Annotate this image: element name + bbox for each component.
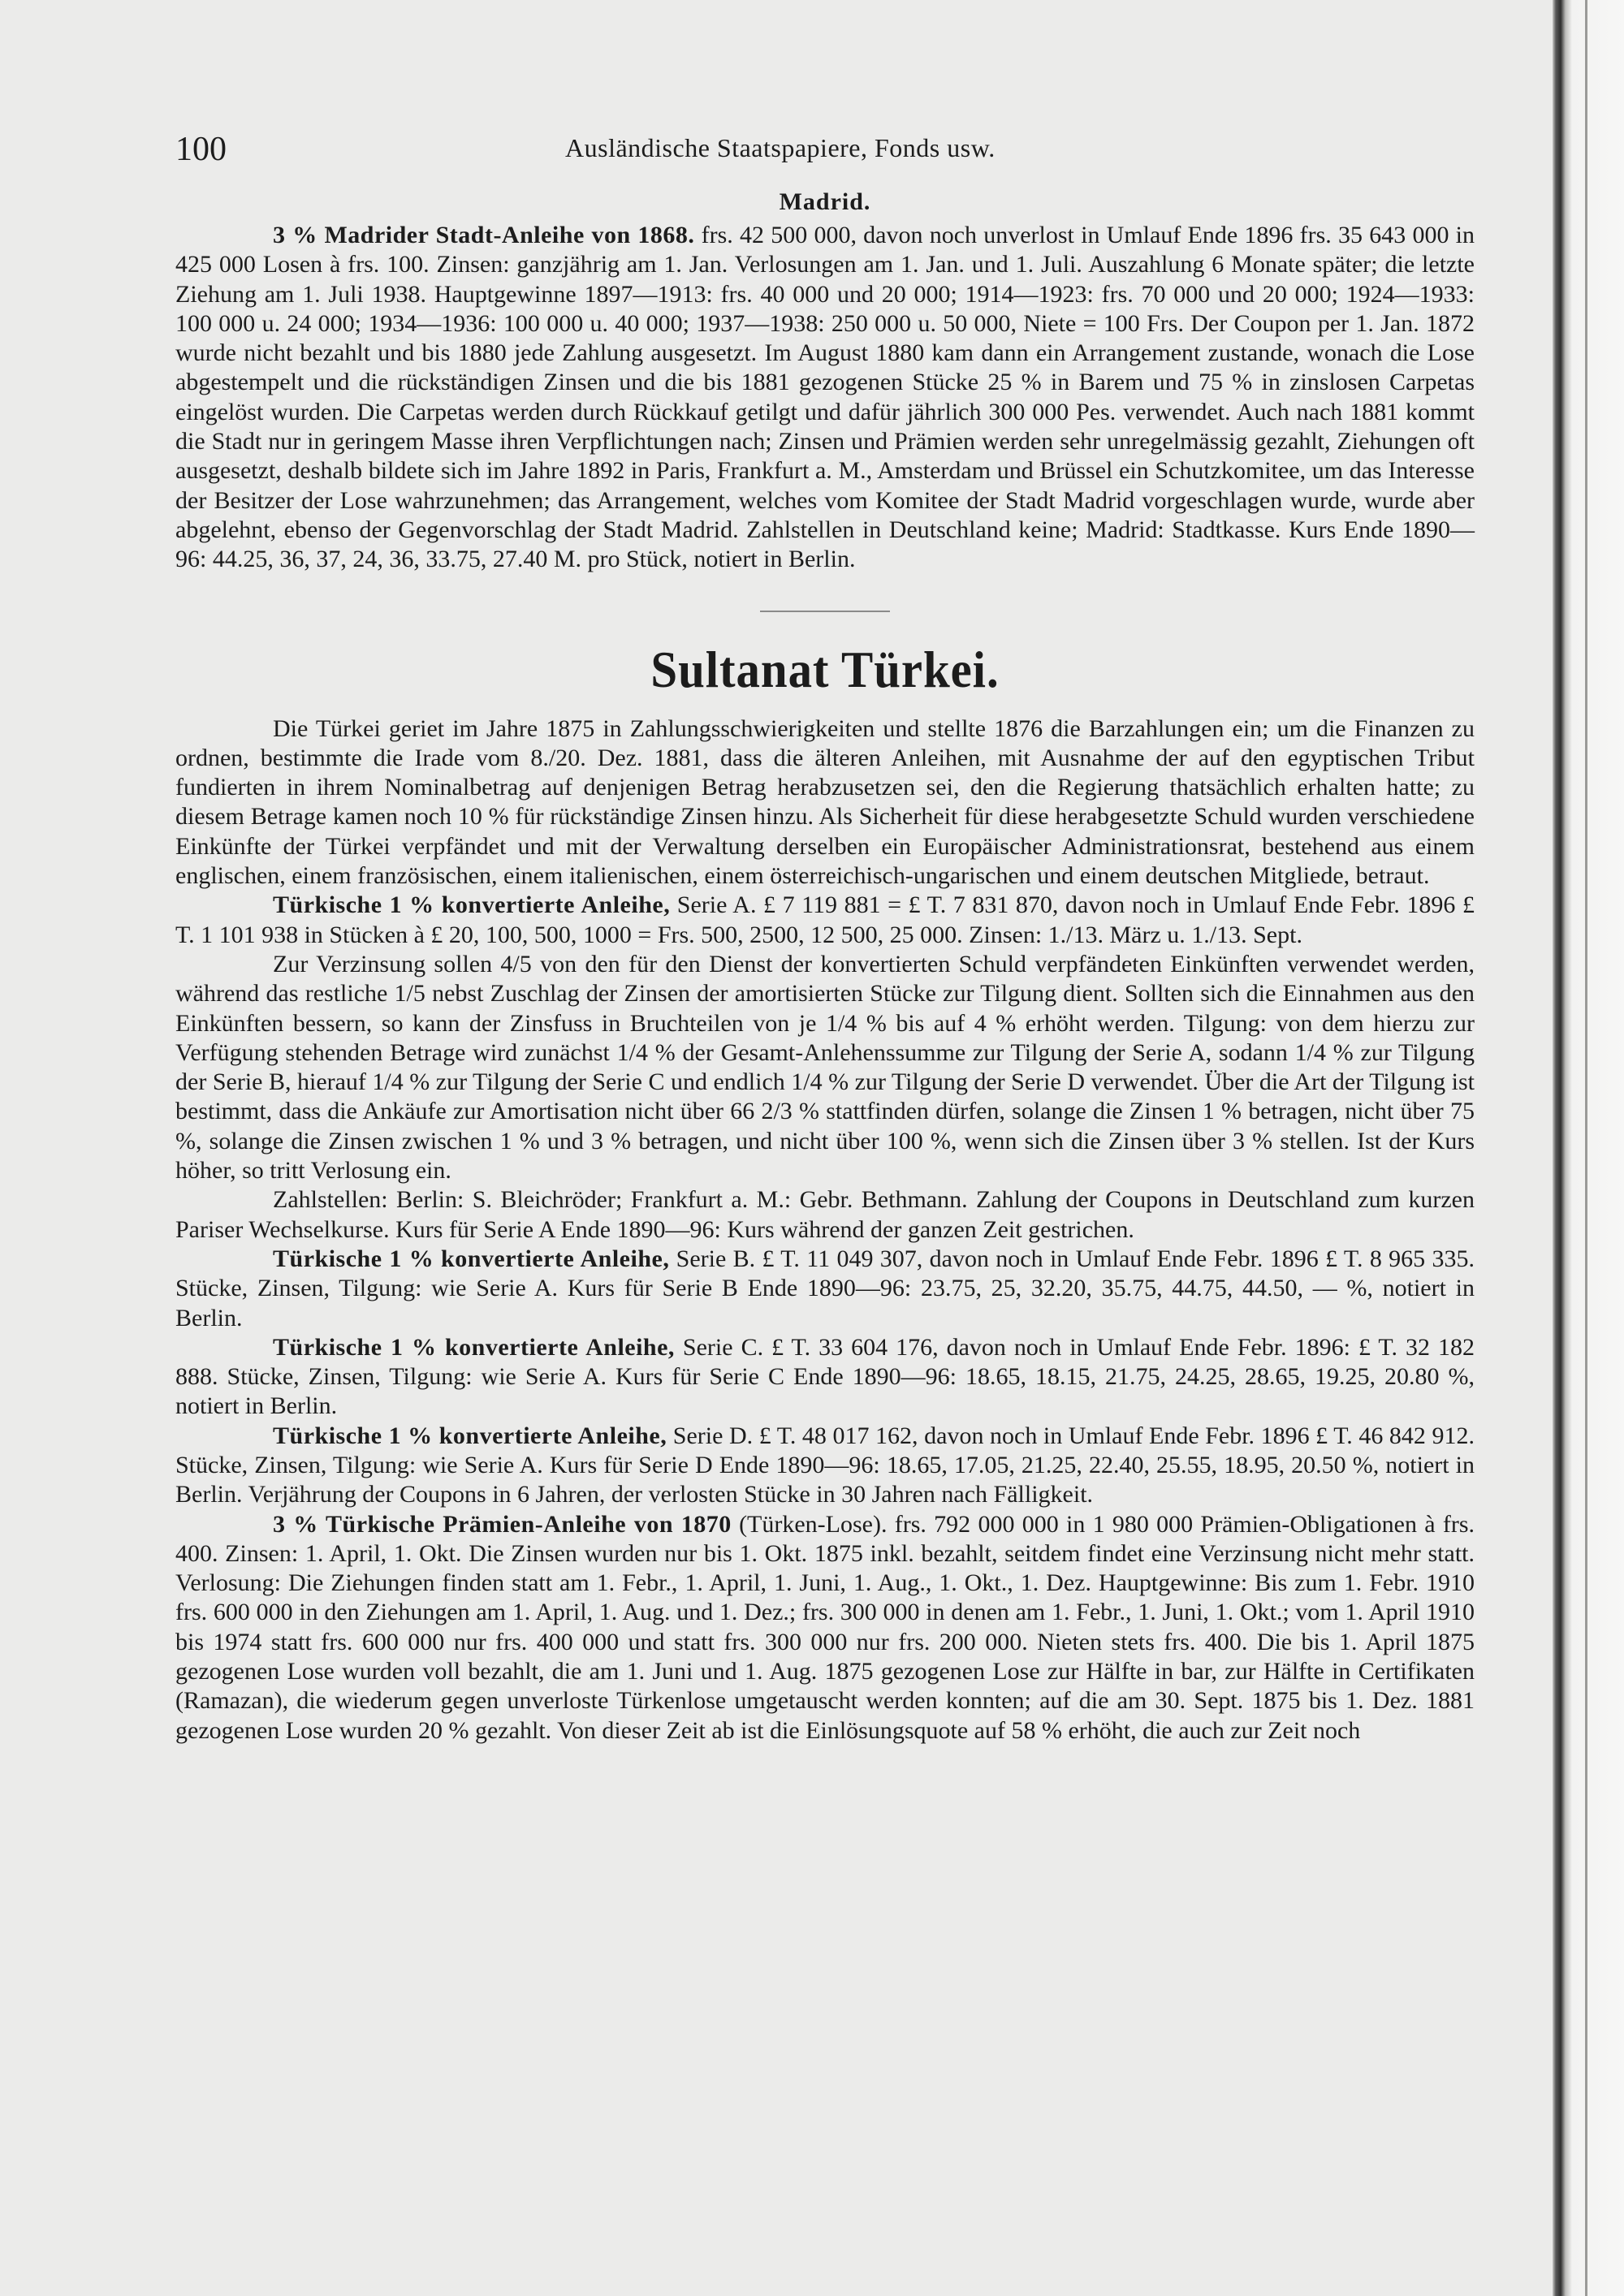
serie-a-title: Türkische 1 % konvertierte Anleihe, [273,891,671,919]
tuerkei-section-title: Sultanat Türkei. [650,640,1000,698]
serie-b-paragraph [175,1245,1475,1333]
serie-c-text: Serie C. £ T. 33 604 176, davon noch in Umlauf Ende Febr. 1896: £ T. 32 182 888. Stücke, Zinsen, Tilgung: wie Serie A. Kurs für Serie C Ende 1890—96: 18.65, 18.15, 21.75, 24.25, 28.65, 19.25, 20.80 %, notiert in Berlin. [175,1333,1475,1420]
serie-a-paragraph [175,891,1475,950]
running-title: Ausländische Staatspapiere, Fonds usw. [565,133,996,162]
madrid-loan-text: frs. 42 500 000, davon noch unverlost in Umlauf Ende 1896 frs. 35 643 000 in 425 000 Losen à frs. 100. Zinsen: ganzjährig am 1. Jan. Verlosungen am 1. Jan. und 1. Juli. Auszahlung 6 Monate später; die letzte Ziehung am 1. Juli 1938. Hauptgewinne 1897—1913: frs. 40 000 und 20 000; 1914—1923: frs. 70 000 und 20 000; 1924—1933: 100 000 u. 24 000; 1934—1936: 100 000 u. 40 000; 1937—1938: 250 000 u. 50 000, Niete = 100 Frs. Der Coupon per 1. Jan. 1872 wurde nicht bezahlt und bis 1880 jede Zahlung ausgesetzt. Im August 1880 kam dann ein Arrangement zustande, wonach die Lose abgestempelt und die rückständigen Zinsen und die bis 1881 gezogenen Stücke 25 % in Barem und 75 % in zinslosen Carpetas eingelöst wurden. Die Carpetas werden durch Rückkauf getilgt und dafür jährlich 300 000 Pes. verwendet. Auch nach 1881 kommt die Stadt nur in geringem Masse ihren Verpflichtungen nach; Zinsen und Prämien werden sehr unregelmässig gezahlt, Ziehungen oft ausgesetzt, deshalb bildete sich im Jahre 1892 in Paris, Frankfurt a. M., Amsterdam und Brüssel ein Schutzkomitee, um das Interesse der Besitzer der Lose wahrzunehmen; das Arrangement, welches vom Komitee der Stadt Madrid vorgeschlagen wurde, wurde aber abgelehnt, ebenso der Gegenvorschlag der Stadt Madrid. Zahlstellen in Deutschland keine; Madrid: Stadtkasse. Kurs Ende 1890—96: 44.25, 36, 37, 24, 36, 33.75, 27.40 M. pro Stück, notiert in Berlin. [175,222,1475,573]
madrid-loan-title: 3 % Madrider Stadt-Anleihe von 1868. [273,222,695,248]
serie-c-paragraph [175,1333,1475,1422]
serie-c-title: Türkische 1 % konvertierte Anleihe, [273,1333,675,1361]
running-header [175,122,1475,170]
serie-d-paragraph [175,1422,1475,1510]
serie-d-text: Serie D. £ T. 48 017 162, davon noch in Umlauf Ende Febr. 1896 £ T. 46 842 912. Stücke, Zinsen, Tilgung: wie Serie A. Kurs für Serie D Ende 1890—96: 18.65, 17.05, 21.25, 22.40, 25.55, 18.95, 20.50 %, notiert in Berlin. Verjährung der Coupons in 6 Jahren, der verlosten Stücke in 30 Jahren nach Fälligkeit. [175,1422,1475,1508]
praemien-title: 3 % Türkische Prämien-Anleihe von 1870 [273,1510,732,1538]
verzinsung-paragraph: Zur Verzinsung sollen 4/5 von den für den Dienst der konvertierten Schuld verpfändeten Einkünften verwendet werden, während das restliche 1/5 nebst Zuschlag der Zinsen der amortisierten Stücke zur Tilgung dient. Sollten sich die Einnahmen aus den Einkünften bessern, so kann der Zinsfuss in Bruchteilen von je 1/4 % bis auf 4 % erhöht werden. Tilgung: von dem hierzu zur Verfügung stehenden Betrage wird zunächst 1/4 % der Gesamt-Anlehenssumme zur Tilgung der Serie A, sodann 1/4 % zur Tilgung der Serie B, hierauf 1/4 % zur Tilgung der Serie C und endlich 1/4 % zur Tilgung der Serie D verwendet. Über die Art der Tilgung ist bestimmt, dass die Ankäufe zur Amortisation nicht über 66 2/3 % stattfinden dürfen, solange die Zinsen 1 % betragen, nicht über 75 %, solange die Zinsen zwischen 1 % und 3 % betragen, und nicht über 100 %, wenn sich die Zinsen über 3 % stellen. Ist der Kurs höher, so tritt Verlosung ein. [175,950,1475,1185]
serie-a-text: Serie A. £ 7 119 881 = £ T. 7 831 870, davon noch in Umlauf Ende Febr. 1896 £ T. 1 101 938 in Stücken à £ 20, 100, 500, 1000 = Frs. 500, 2500, 12 500, 25 000. Zinsen: 1./13. März u. 1./13. Sept. [175,891,1475,948]
page-content [175,122,1475,1746]
serie-b-title: Türkische 1 % konvertierte Anleihe, [273,1245,670,1272]
section-divider [760,611,890,612]
zahlstellen-paragraph: Zahlstellen: Berlin: S. Bleichröder; Frankfurt a. M.: Gebr. Bethmann. Zahlung der Coupons in Deutschland zum kurzen Pariser Wechselkurse. Kurs für Serie A Ende 1890—96: Kurs während der ganzen Zeit gestrichen. [175,1186,1475,1243]
tuerkei-intro: Die Türkei geriet im Jahre 1875 in Zahlungsschwierigkeiten und stellte 1876 die Barzahlungen ein; um die Finanzen zu ordnen, bestimmte die Irade vom 8./20. Dez. 1881, dass die älteren Anleihen, mit Ausnahme der auf den egyptischen Tribut fundierten in ihrem Nominalbetrag auf denjenigen Betrag herabzusetzen sei, den die Regierung thatsächlich erhalten hatte; zu diesem Betrage kamen noch 10 % für rückständige Zinsen hinzu. Als Sicherheit für diese herabgesetzte Schuld wurden verschiedene Einkünfte der Türkei verpfändet und mit der Verwaltung derselben ein Europäischer Administrationsrat, bestehend aus einem englischen, einem französischen, einem italienischen, einem österreichisch-ungarischen und einem deutschen Mitgliede, betraut. [175,714,1475,890]
praemien-paragraph [175,1510,1475,1746]
serie-d-title: Türkische 1 % konvertierte Anleihe, [273,1422,667,1449]
praemien-text: (Türken-Lose). frs. 792 000 000 in 1 980 000 Prämien-Obligationen à frs. 400. Zinsen: 1. April, 1. Okt. Die Zinsen wurden nur bis 1. Okt. 1875 inkl. bezahlt, seitdem findet eine Verzinsung nicht mehr statt. Verlosung: Die Ziehungen finden statt am 1. Febr., 1. April, 1. Juni, 1. Aug., 1. Okt., 1. Dez. Hauptgewinne: Bis zum 1. Febr. 1910 frs. 600 000 in den Ziehungen am 1. April, 1. Aug. und 1. Dez.; frs. 300 000 in denen am 1. Febr., 1. Juni, 1. Okt.; vom 1. April 1910 bis 1974 statt frs. 600 000 nur frs. 400 000 und statt frs. 300 000 nur frs. 200 000. Nieten stets frs. 400. Die bis 1. April 1875 gezogenen Lose wurden voll bezahlt, die am 1. Juni und 1. Aug. 1875 gezogenen Lose zur Hälfte in bar, zur Hälfte in Certifikaten (Ramazan), die wiederum gegen unverloste Türkenlose umgetauscht werden konnten; auf die am 30. Sept. 1875 bis 1. Dez. 1881 gezogenen Lose wurden 20 % gezahlt. Von dieser Zeit ab ist die Einlösungsquote auf 58 % erhöht, die auch zur Zeit noch [175,1510,1475,1744]
page-number: 100 [175,131,227,168]
madrid-paragraph [175,221,1475,575]
madrid-heading: Madrid. [779,188,871,215]
book-page-edge [1553,0,1624,2296]
serie-b-text: Serie B. £ T. 11 049 307, davon noch in Umlauf Ende Febr. 1896 £ T. 8 965 335. Stücke, Zinsen, Tilgung: wie Serie A. Kurs für Serie B Ende 1890—96: 23.75, 25, 32.20, 35.75, 44.75, 44.50, — %, notiert in Berlin. [175,1245,1475,1331]
